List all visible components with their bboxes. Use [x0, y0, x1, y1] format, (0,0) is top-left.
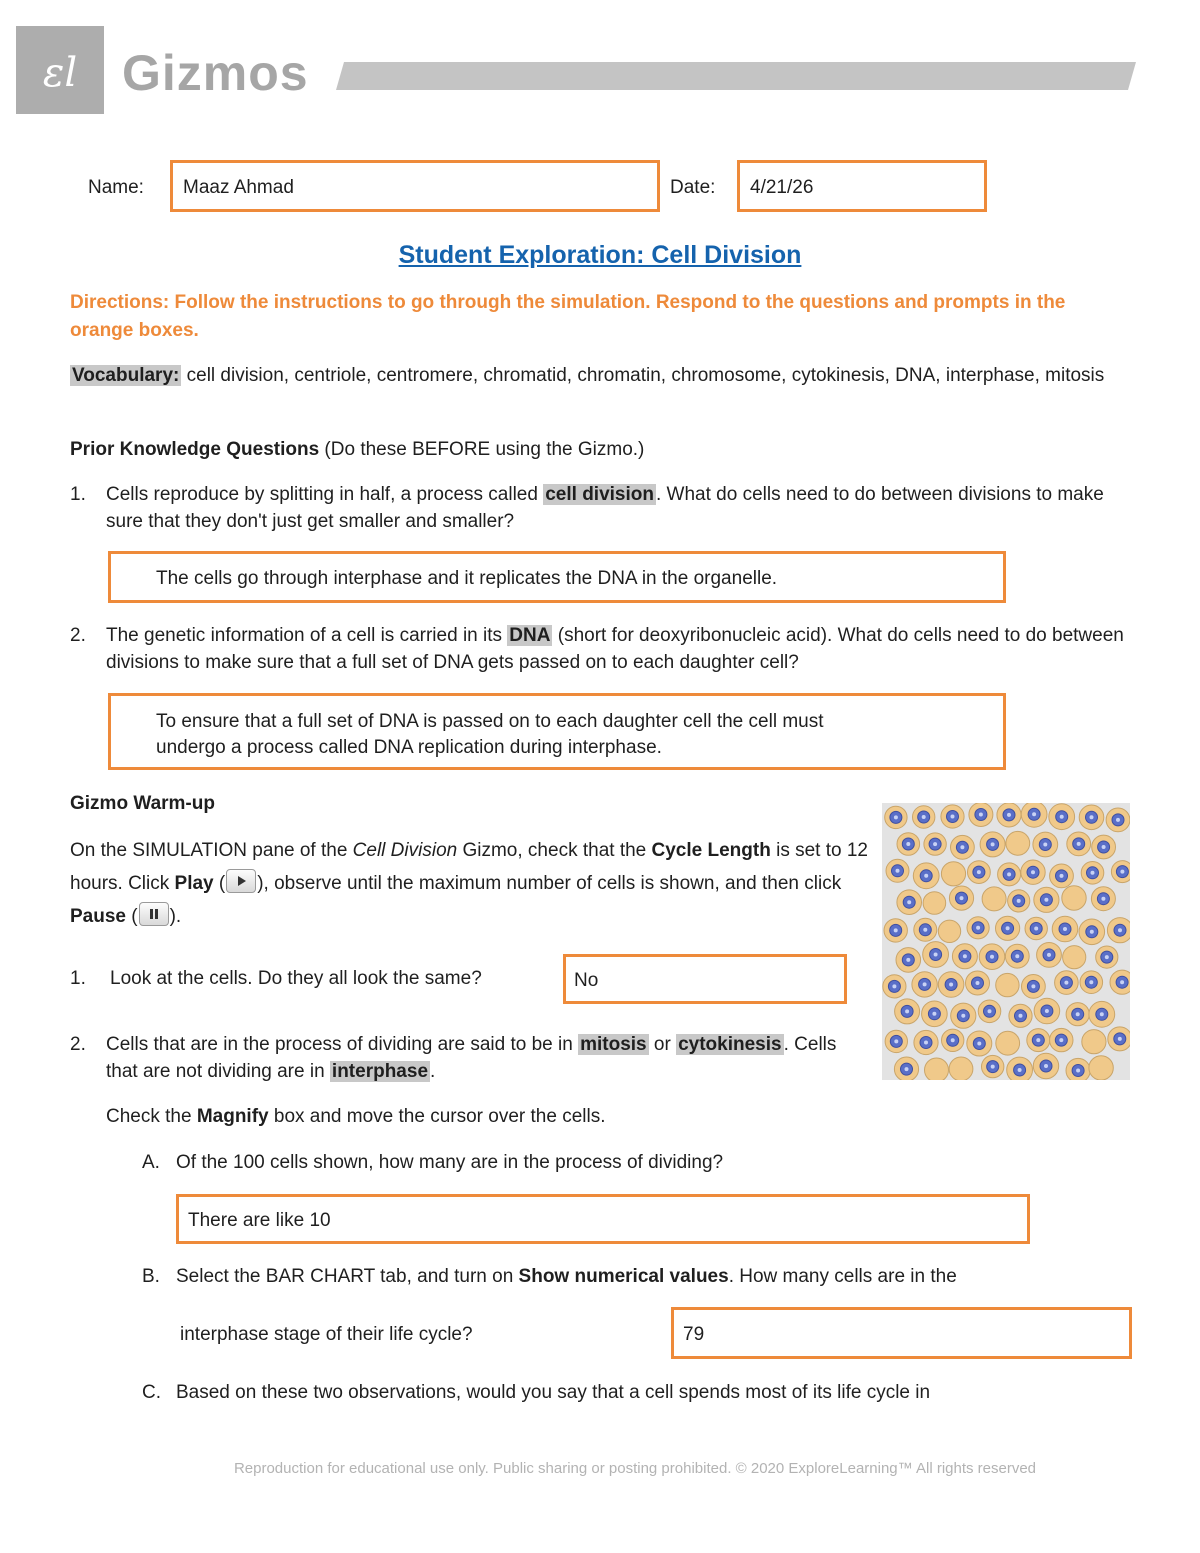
term-cytokinesis: cytokinesis: [678, 1034, 782, 1055]
play-icon: [226, 869, 256, 893]
warmup-text-5: ), observe until the maximum number of cells is shown, and then click: [257, 873, 842, 894]
show-numerical-values-term: Show numerical values: [518, 1266, 729, 1287]
question-number: 1.: [70, 968, 86, 989]
answer-q2-line2: undergo a process called DNA replication during interphase.: [156, 737, 662, 758]
term-dna: DNA: [509, 625, 551, 646]
date-value: 4/21/26: [750, 177, 814, 198]
warmup-instructions: [70, 834, 870, 933]
answer-b: 79: [683, 1324, 705, 1345]
answer-a: There are like 10: [188, 1210, 331, 1231]
warmup-text-6: (: [125, 906, 138, 927]
magnify-text-2: box and move the cursor over the cells.: [268, 1106, 606, 1127]
brand-name: Gizmos: [122, 45, 309, 101]
header-bar: [336, 62, 1136, 90]
term-interphase: interphase: [331, 1061, 429, 1082]
answer-q1: The cells go through interphase and it replicates the DNA in the organelle.: [156, 568, 778, 589]
q1-text-after: . What do cells need to do between divisions to make sure that they don't just get smaller and smaller?: [106, 484, 1104, 532]
wq2-text-2: or: [648, 1034, 677, 1055]
gizmo-name: Cell Division: [352, 840, 458, 861]
question-1-text: [106, 481, 1106, 535]
subquestion-a-text: Of the 100 cells shown, how many are in the process of dividing?: [176, 1152, 724, 1173]
gizmos-logo: [16, 26, 104, 114]
prior-heading: Prior Knowledge Questions: [70, 439, 320, 460]
footer-copyright: Reproduction for educational use only. Public sharing or posting prohibited. © 2020 ExploreLearning™ All rights reserved: [233, 1460, 1037, 1477]
magnify-instruction: [106, 1103, 606, 1130]
subquestion-label: C.: [142, 1382, 161, 1403]
logo-glyph: εl: [42, 50, 78, 96]
prior-knowledge-heading: [70, 436, 644, 463]
answer-box-q1[interactable]: [108, 551, 1006, 603]
answer-box-q2[interactable]: [108, 693, 1006, 770]
directions-text: Directions: Follow the instructions to go through the simulation. Respond to the questions and prompts in the orange boxes.: [70, 292, 1066, 341]
term-mitosis: mitosis: [580, 1034, 647, 1055]
vocabulary-terms: cell division, centriole, centromere, chromatid, chromatin, chromosome, cytokinesis, DNA, interphase, mitosis: [181, 365, 1105, 386]
warmup-text-4: (: [213, 873, 226, 894]
answer-q2-line1: To ensure that a full set of DNA is passed on to each daughter cell the cell must: [156, 711, 824, 732]
page-title: Student Exploration: Cell Division: [398, 241, 802, 269]
magnify-text-1: Check the: [106, 1106, 197, 1127]
subquestion-label: B.: [142, 1266, 160, 1287]
date-label: Date:: [670, 177, 716, 198]
prior-note: (Do these BEFORE using the Gizmo.): [319, 439, 645, 460]
name-value: Maaz Ahmad: [183, 177, 294, 198]
name-field[interactable]: [170, 160, 660, 212]
term-cell-division: cell division: [545, 484, 654, 505]
name-label: Name:: [88, 177, 144, 198]
q2-text-before: The genetic information of a cell is carried in its: [106, 625, 508, 646]
b-text-1: Select the BAR CHART tab, and turn on: [176, 1266, 519, 1287]
answer-box-a[interactable]: [176, 1194, 1030, 1244]
wq2-text-3: . Cells that are not dividing are in: [106, 1034, 837, 1082]
pause-term: Pause: [70, 906, 126, 927]
wq2-text-1: Cells that are in the process of dividing are said to be in: [106, 1034, 579, 1055]
magnify-term: Magnify: [196, 1106, 269, 1127]
question-number: 1.: [70, 484, 86, 505]
subquestion-b-text: [176, 1263, 957, 1290]
play-term: Play: [174, 873, 214, 894]
explorelearning-logo-icon: [16, 26, 104, 114]
q1-text-before: Cells reproduce by splitting in half, a process called: [106, 484, 544, 505]
date-field[interactable]: [737, 160, 987, 212]
warmup-text-7: ).: [169, 906, 182, 927]
warmup-text-2: Gizmo, check that the: [457, 840, 652, 861]
b-text-2: . How many cells are in the: [728, 1266, 957, 1287]
warmup-question-1-text: Look at the cells. Do they all look the same?: [110, 968, 482, 989]
warmup-heading: Gizmo Warm-up: [70, 793, 215, 814]
vocabulary-label: Vocabulary:: [72, 365, 180, 386]
answer-box-b[interactable]: [671, 1307, 1132, 1359]
question-number: 2.: [70, 1034, 86, 1055]
cycle-length-term: Cycle Length: [651, 840, 771, 861]
question-number: 2.: [70, 625, 86, 646]
answer-box-warmup-1[interactable]: [563, 954, 847, 1004]
subquestion-c-text: Based on these two observations, would you say that a cell spends most of its life cycle in: [176, 1382, 931, 1403]
answer-warmup-1: No: [574, 970, 599, 991]
warmup-text-1: On the SIMULATION pane of the: [70, 840, 353, 861]
vocabulary: [70, 362, 1130, 389]
warmup-text-3: is set to 12 hours. Click: [70, 840, 868, 894]
q2-text-after: (short for deoxyribonucleic acid). What do cells need to do between divisions to make sure that a full set of DNA gets passed on to each daughter cell?: [106, 625, 1124, 673]
cells-simulation-image: [882, 803, 1130, 1080]
warmup-question-2-text: [106, 1031, 846, 1085]
subquestion-b-text-line2: interphase stage of their life cycle?: [180, 1324, 473, 1345]
wq2-text-4: .: [430, 1061, 436, 1082]
pause-icon: [139, 902, 169, 926]
subquestion-label: A.: [142, 1152, 160, 1173]
question-2-text: [106, 622, 1126, 676]
